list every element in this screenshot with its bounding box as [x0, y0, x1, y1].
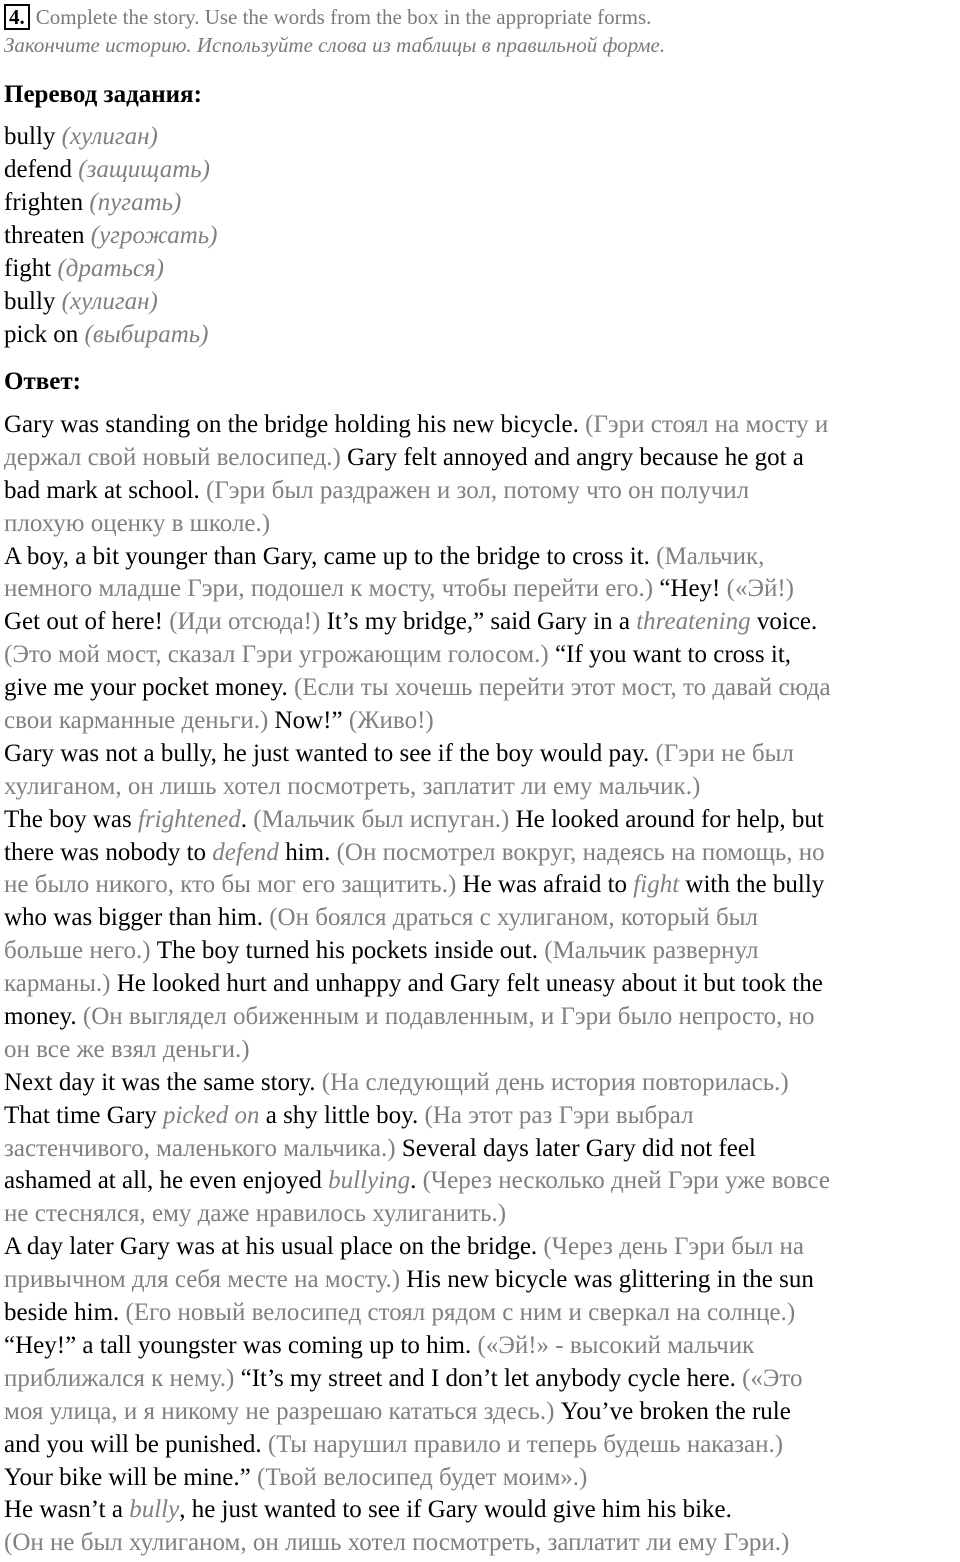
answer-line [4, 475, 960, 508]
answer-line [4, 409, 960, 442]
answer-line [4, 1231, 960, 1264]
translation-segment: (Гэри был раздражен и зол, потому что он получил [206, 476, 750, 504]
translation-segment: (Через день Гэри был на [543, 1233, 804, 1261]
story-segment: It’s my bridge,” said Gary in a [320, 608, 637, 636]
story-segment: voice. [750, 608, 818, 636]
answer-line [4, 1264, 960, 1297]
inserted-word: bullying [328, 1167, 411, 1195]
answer-line [4, 738, 960, 771]
translation-segment: (На следующий день история повторилась.) [321, 1068, 789, 1096]
story-segment: His new bicycle was glittering in the sun [400, 1266, 814, 1294]
story-segment: He wasn’t a [4, 1496, 130, 1524]
answer-line [4, 541, 960, 574]
translation-segment: (Он не был хулиганом, он лишь хотел посмотреть, заплатит ли ему Гэри.) [4, 1529, 790, 1557]
vocab-item [4, 252, 218, 285]
translation-segment: (Он выглядел обиженным и подавленным, и Гэри было непросто, но [82, 1003, 815, 1031]
translation-segment: (Гэри не был [655, 739, 794, 767]
vocab-item [4, 219, 218, 252]
answer-line [4, 1133, 960, 1166]
vocab-translation: (угрожать) [90, 222, 218, 249]
story-segment: ashamed at all, he even enjoyed [4, 1167, 329, 1195]
vocab-list [4, 120, 218, 351]
answer-heading: Ответ: [4, 368, 81, 395]
story-segment: who was bigger than him. [4, 904, 270, 932]
answer-line [4, 1034, 960, 1067]
inserted-word: fight [633, 871, 680, 899]
translation-segment: (Его новый велосипед стоял рядом с ним и сверкал на солнце.) [125, 1299, 796, 1327]
story-segment: “Hey!” a tall youngster was coming up to him. [4, 1331, 478, 1359]
answer-line [4, 869, 960, 902]
task-instruction-ru: Закончите историю. Используйте слова из таблицы в правильной форме. [4, 33, 666, 57]
translation-segment: (Живо!) [348, 707, 434, 735]
translation-heading: Перевод задания: [4, 81, 202, 108]
story-segment: He was afraid to [456, 871, 634, 899]
story-segment: He looked hurt and unhappy and Gary felt uneasy about it but took the [110, 970, 823, 998]
answer-line [4, 1429, 960, 1462]
translation-segment: (Мальчик развернул [544, 937, 759, 965]
translation-segment: больше него.) [4, 937, 151, 965]
task-instruction-en: Complete the story. Use the words from the box in the appropriate forms. [35, 5, 652, 29]
story-segment: He looked around for help, but [509, 805, 824, 833]
answer-line [4, 935, 960, 968]
translation-segment: карманы.) [4, 970, 111, 998]
story-segment: give me your pocket money. [4, 674, 294, 702]
translation-segment: (Он посмотрел вокруг, надеясь на помощь, но [336, 838, 825, 866]
vocab-item [4, 186, 218, 219]
translation-segment: не стеснялся, ему даже нравилось хулиганить.) [4, 1200, 507, 1228]
task-number: 4. [4, 4, 30, 30]
vocab-translation: (защищать) [78, 156, 210, 183]
story-segment: “Hey! [653, 575, 727, 603]
inserted-word: picked on [162, 1101, 260, 1129]
answer-line [4, 1396, 960, 1429]
vocab-translation: (хулиган) [61, 288, 158, 315]
story-segment: with the bully [679, 871, 825, 899]
story-segment: Next day it was the same story. [4, 1068, 322, 1096]
translation-segment: (Твой велосипед будет моим».) [257, 1463, 588, 1491]
answer-line [4, 804, 960, 837]
answer-line [4, 705, 960, 738]
inserted-word: threatening [636, 608, 751, 636]
story-segment: beside him. [4, 1299, 126, 1327]
story-segment: Gary was standing on the bridge holding his new bicycle. [4, 411, 586, 438]
answer-line [4, 902, 960, 935]
answer-line [4, 1297, 960, 1330]
answer-line [4, 1165, 960, 1198]
vocab-word: bully [4, 123, 56, 150]
answer-text [4, 409, 960, 1560]
answer-line [4, 1363, 960, 1396]
inserted-word: bully [129, 1496, 180, 1524]
story-segment: Get out of here! [4, 608, 170, 636]
translation-segment: плохую оценку в школе.) [4, 509, 271, 537]
story-segment: money. [4, 1003, 83, 1031]
inserted-word: frightened [138, 805, 241, 833]
translation-segment: (Это мой мост, сказал Гэри угрожающим голосом.) [4, 641, 549, 669]
translation-segment: застенчивого, маленького мальчика.) [4, 1134, 396, 1162]
answer-line [4, 1001, 960, 1034]
story-segment: a shy little boy. [259, 1101, 425, 1129]
answer-line [4, 1330, 960, 1363]
vocab-translation: (выбирать) [84, 321, 209, 348]
story-segment: . [240, 805, 254, 833]
vocab-item [4, 318, 218, 351]
translation-segment: («Эй!) [726, 575, 794, 603]
inserted-word: defend [212, 838, 279, 866]
answer-line [4, 771, 960, 804]
translation-segment: (На этот раз Гэри выбрал [424, 1101, 694, 1129]
translation-segment: («Это [742, 1364, 803, 1392]
translation-segment: (Через несколько дней Гэри уже вовсе [422, 1167, 830, 1195]
answer-line [4, 672, 960, 705]
story-segment: Gary felt annoyed and angry because he got a [340, 443, 804, 471]
translation-segment: (Мальчик, [656, 542, 765, 570]
answer-line [4, 968, 960, 1001]
story-segment: . [410, 1167, 423, 1195]
translation-segment: (Он боялся драться с хулиганом, который был [269, 904, 758, 932]
answer-line [4, 1198, 960, 1231]
vocab-word: threaten [4, 222, 85, 249]
translation-segment: моя улица, и я никому не разрешаю кататься здесь.) [4, 1397, 555, 1425]
translation-segment: он все же взял деньги.) [4, 1035, 250, 1063]
answer-line [4, 508, 960, 541]
answer-line [4, 837, 960, 870]
story-segment: Your bike will be mine.” [4, 1463, 257, 1491]
story-segment: Several days later Gary did not feel [395, 1134, 756, 1162]
task-header [4, 4, 954, 58]
story-segment: bad mark at school. [4, 476, 207, 504]
story-segment: You’ve broken the rule [554, 1397, 791, 1425]
story-segment: The boy was [4, 805, 138, 833]
vocab-item [4, 153, 218, 186]
answer-line [4, 639, 960, 672]
story-segment: A day later Gary was at his usual place on the bridge. [4, 1233, 544, 1261]
answer-line [4, 573, 960, 606]
story-segment: there was nobody to [4, 838, 213, 866]
translation-segment: («Эй!» - высокий мальчик [477, 1331, 755, 1359]
answer-line [4, 1494, 960, 1527]
vocab-word: pick on [4, 321, 79, 348]
translation-segment: (Гэри стоял на мосту и [585, 411, 829, 438]
vocab-word: bully [4, 288, 56, 315]
translation-segment: (Если ты хочешь перейти этот мост, то давай сюда [293, 674, 831, 702]
vocab-translation: (драться) [57, 255, 164, 282]
story-segment: That time Gary [4, 1101, 163, 1129]
story-segment: him. [278, 838, 337, 866]
story-segment: A boy, a bit younger than Gary, came up to the bridge to cross it. [4, 542, 657, 570]
story-segment: Now!” [268, 707, 349, 735]
translation-segment: (Ты нарушил правило и теперь будешь наказан.) [267, 1430, 784, 1458]
story-segment: and you will be punished. [4, 1430, 268, 1458]
vocab-word: frighten [4, 189, 84, 216]
vocab-translation: (хулиган) [61, 123, 158, 150]
translation-segment: (Мальчик был испуган.) [253, 805, 510, 833]
story-segment: “It’s my street and I don’t let anybody cycle here. [234, 1364, 743, 1392]
translation-segment: (Иди отсюда!) [169, 608, 321, 636]
answer-line [4, 1067, 960, 1100]
translation-segment: не было никого, кто бы мог его защитить.) [4, 871, 457, 899]
story-segment: Gary was not a bully, he just wanted to see if the boy would pay. [4, 739, 656, 767]
answer-line [4, 1462, 960, 1495]
answer-line [4, 442, 960, 475]
vocab-translation: (пугать) [89, 189, 182, 216]
translation-segment: немного младше Гэри, подошел к мосту, чтобы перейти его.) [4, 575, 654, 603]
story-segment: “If you want to cross it, [548, 641, 792, 669]
translation-segment: привычном для себя месте на мосту.) [4, 1266, 401, 1294]
vocab-word: fight [4, 255, 52, 282]
vocab-item [4, 120, 218, 153]
story-segment: The boy turned his pockets inside out. [150, 937, 545, 965]
vocab-word: defend [4, 156, 73, 183]
story-segment: , he just wanted to see if Gary would give him his bike. [179, 1496, 732, 1524]
answer-line [4, 606, 960, 639]
vocab-item [4, 285, 218, 318]
translation-segment: хулиганом, он лишь хотел посмотреть, заплатит ли ему мальчик.) [4, 772, 701, 800]
answer-line [4, 1100, 960, 1133]
translation-segment: держал свой новый велосипед.) [4, 443, 341, 471]
answer-line [4, 1527, 960, 1560]
translation-segment: приближался к нему.) [4, 1364, 235, 1392]
translation-segment: свои карманные деньги.) [4, 707, 269, 735]
